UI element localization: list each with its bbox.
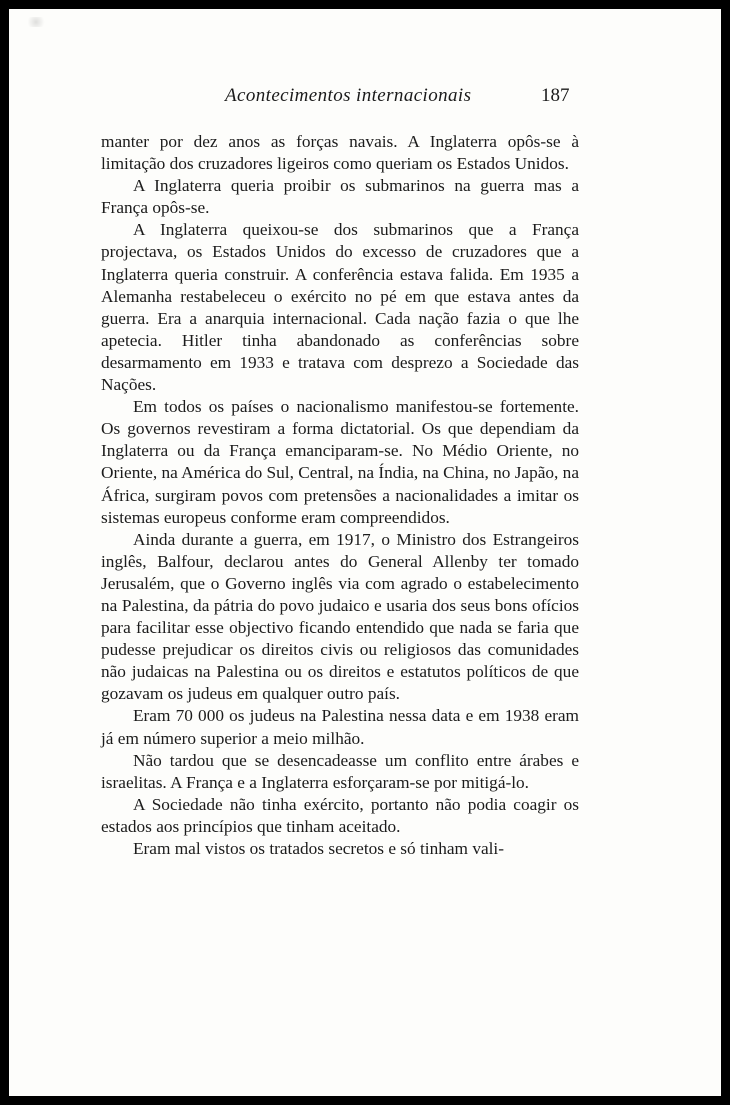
body-text — [101, 131, 579, 860]
page-header — [9, 85, 721, 111]
book-page — [9, 9, 721, 1096]
paragraph-4: Em todos os países o nacionalismo manifestou-se fortemente. Os governos revestiram a forma dictatorial. Os que dependiam da Inglaterra ou da França emanciparam-se. No Médio Oriente, no Oriente, na América do Sul, Central, na Índia, na China, no Japão, na África, surgiram povos com pretensões a nacionalidades a imitar os sistemas europeus conforme eram compreendidos. — [101, 397, 579, 527]
paragraph-7: Não tardou que se desencadeasse um conflito entre árabes e israelitas. A França e a Inglaterra esforçaram-se por mitigá-lo. — [101, 750, 579, 792]
paragraph-2: A Inglaterra queria proibir os submarinos na guerra mas a França opôs-se. — [101, 176, 579, 218]
paragraph-9: Eram mal vistos os tratados secretos e só tinham vali- — [133, 839, 504, 858]
paragraph-5: Ainda durante a guerra, em 1917, o Ministro dos Estrangeiros inglês, Balfour, declarou antes do General Allenby ter tomado Jerusalém, que o Governo inglês via com agrado o estabelecimento na Palestina, da pátria do povo judaico e usaria dos seus bons ofícios para facilitar esse objectivo ficando entendido que nada se faria que pudesse prejudicar os direitos civis ou religiosos das comunidades não judaicas na Palestina ou os direitos e estatutos políticos de que gozavam os judeus em qualquer outro país. — [101, 529, 579, 704]
paragraph-3: A Inglaterra queixou-se dos submarinos que a França projectava, os Estados Unidos do excesso de cruzadores que a Inglaterra queria construir. A conferência estava falida. Em 1935 a Alemanha restabeleceu o exército no pé em que estava antes da guerra. Era a anarquia internacional. Cada nação fazia o que lhe apetecia. Hitler tinha abandonado as conferências sobre desarmamento em 1933 e tratava com desprezo a Sociedade das Nações. — [101, 220, 579, 395]
paragraph-1: manter por dez anos as forças navais. A Inglaterra opôs-se à limitação dos cruzadores ligeiros como queriam os Estados Unidos. — [101, 132, 579, 174]
scan-speck — [25, 17, 47, 27]
paragraph-8: A Sociedade não tinha exército, portanto não podia coagir os estados aos princípios que tinham aceitado. — [101, 794, 579, 836]
paragraph-6: Eram 70 000 os judeus na Palestina nessa data e em 1938 eram já em número superior a meio milhão. — [101, 706, 579, 748]
running-title: Acontecimentos internacionais — [225, 85, 472, 106]
page-number: 187 — [541, 85, 570, 106]
